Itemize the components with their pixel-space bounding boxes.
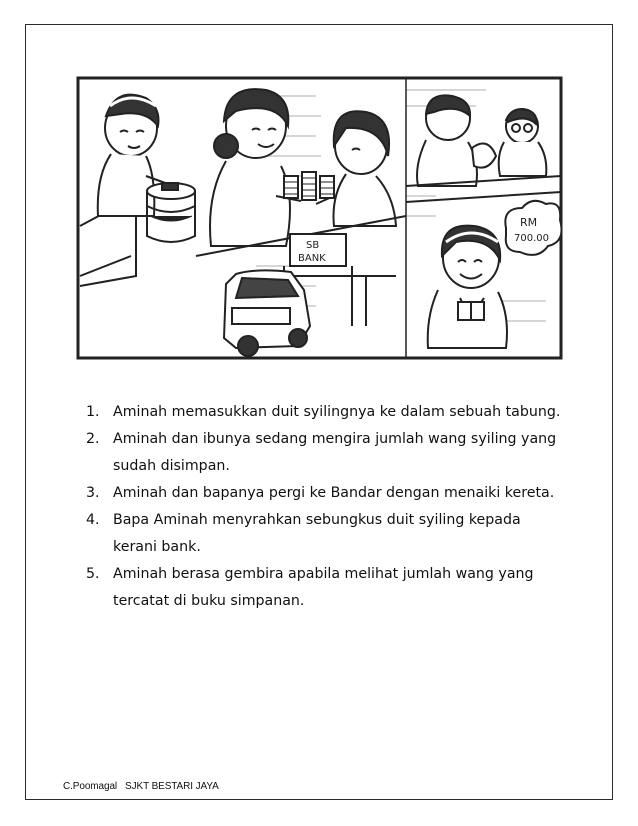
sentence-number: 1. xyxy=(86,404,100,420)
footer-author: C.Poomagal xyxy=(63,781,118,792)
footer-school: SJKT BESTARI JAYA xyxy=(125,781,219,792)
bank-sign-line-1: SB xyxy=(306,240,320,251)
sentence-item xyxy=(86,507,566,561)
sentence-item xyxy=(86,480,566,507)
sentence-item xyxy=(86,561,566,615)
sentence-list xyxy=(86,399,566,615)
bank-sign-line-2: BANK xyxy=(298,253,326,264)
sentence-text: Aminah berasa gembira apabila melihat jumlah wang yang tercatat di buku simpanan. xyxy=(113,566,534,609)
sentence-item xyxy=(86,426,566,480)
sentence-text: Bapa Aminah menyrahkan sebungkus duit syiling kepada kerani bank. xyxy=(113,512,521,555)
sentence-text: Aminah dan ibunya sedang mengira jumlah wang syiling yang sudah disimpan. xyxy=(113,431,557,474)
sentence-number: 5. xyxy=(86,566,100,582)
speech-bubble-amount: 700.00 xyxy=(514,233,549,244)
sentence-text: Aminah dan bapanya pergi ke Bandar dengan menaiki kereta. xyxy=(113,485,555,501)
sentence-item xyxy=(86,399,566,426)
story-illustration xyxy=(76,76,563,360)
sentence-number: 3. xyxy=(86,485,100,501)
sentence-number: 4. xyxy=(86,512,100,528)
page-footer xyxy=(63,781,219,792)
speech-bubble-currency: RM xyxy=(520,216,538,229)
sentence-number: 2. xyxy=(86,431,100,447)
sentence-text: Aminah memasukkan duit syilingnya ke dalam sebuah tabung. xyxy=(113,404,561,420)
